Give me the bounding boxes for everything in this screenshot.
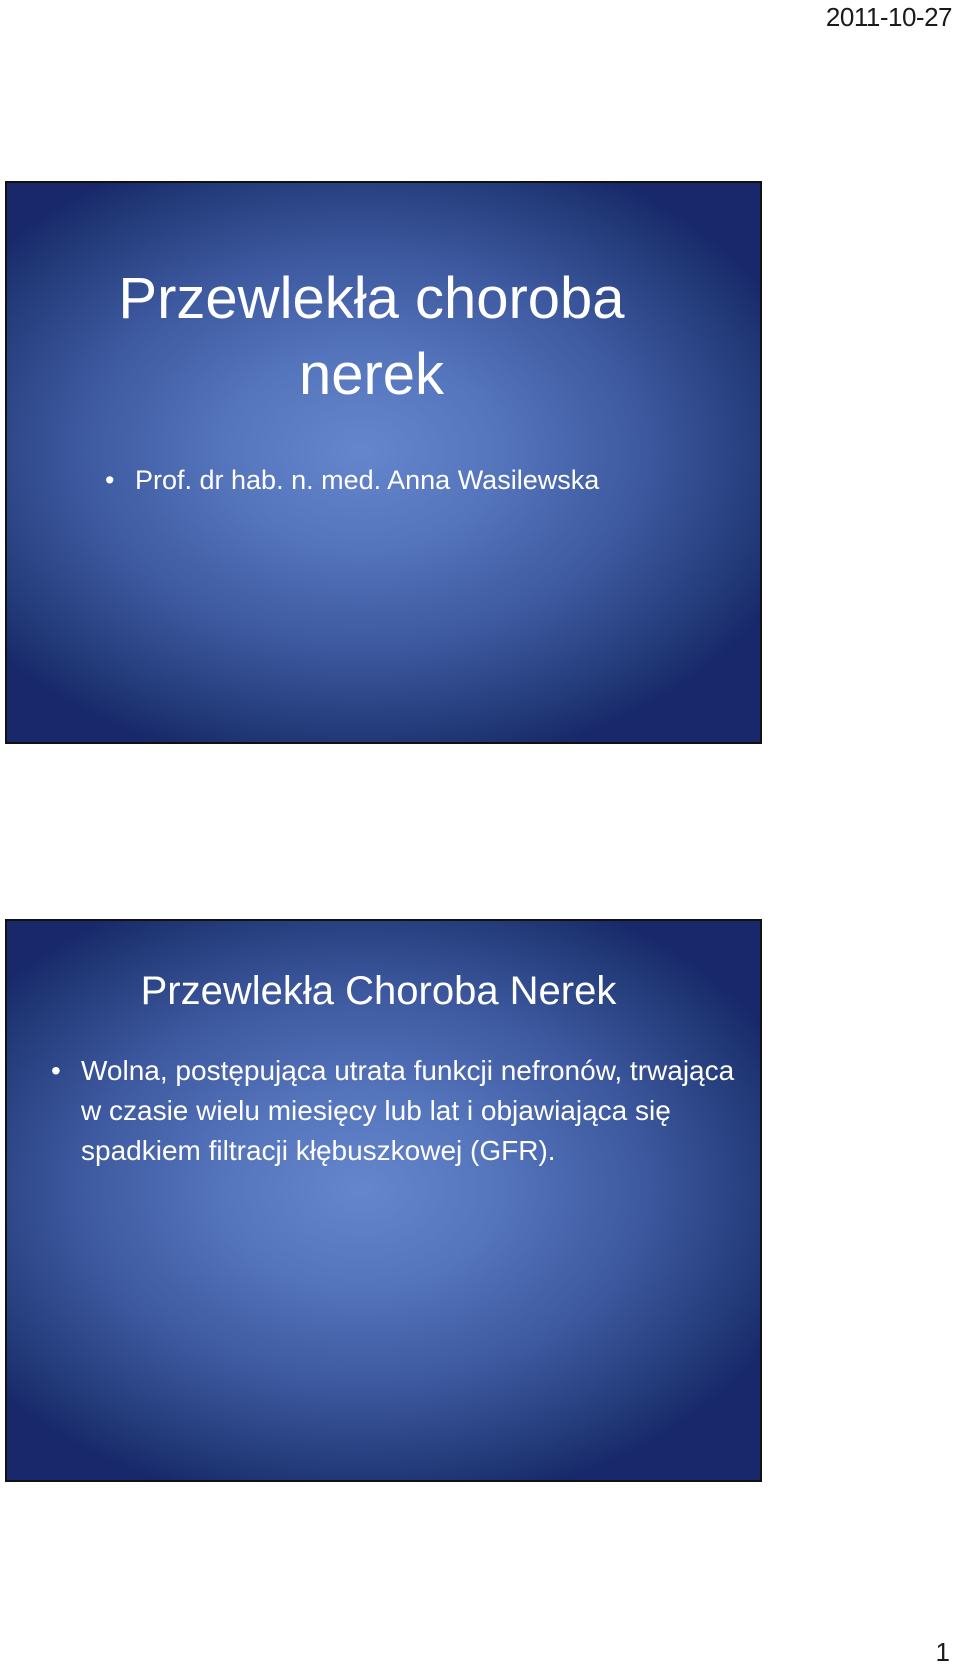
slide-2 (5, 919, 762, 1482)
slide-1-title-line-2: nerek (298, 342, 445, 407)
slide-1-bullet-list (105, 463, 599, 497)
slide-1-title (7, 261, 760, 413)
slide-2-bullet-definition: • Wolna, postępująca utrata funkcji nefronów, trwająca w czasie wielu miesięcy lub lat i objawiająca się spadkiem filtracji kłębuszkowej (GFR). (51, 1051, 740, 1171)
slide-1-bullet-author: • Prof. dr hab. n. med. Anna Wasilewska (105, 463, 599, 497)
page-date: 2011-10-27 (825, 2, 952, 32)
slide-1 (5, 181, 762, 744)
slide-2-bullet-list (51, 1051, 740, 1171)
slide-1-title-line-1: Przewlekła choroba (118, 266, 625, 331)
page-number: 1 (935, 1637, 950, 1667)
slide-2-title: Przewlekła Choroba Nerek (140, 969, 617, 1013)
